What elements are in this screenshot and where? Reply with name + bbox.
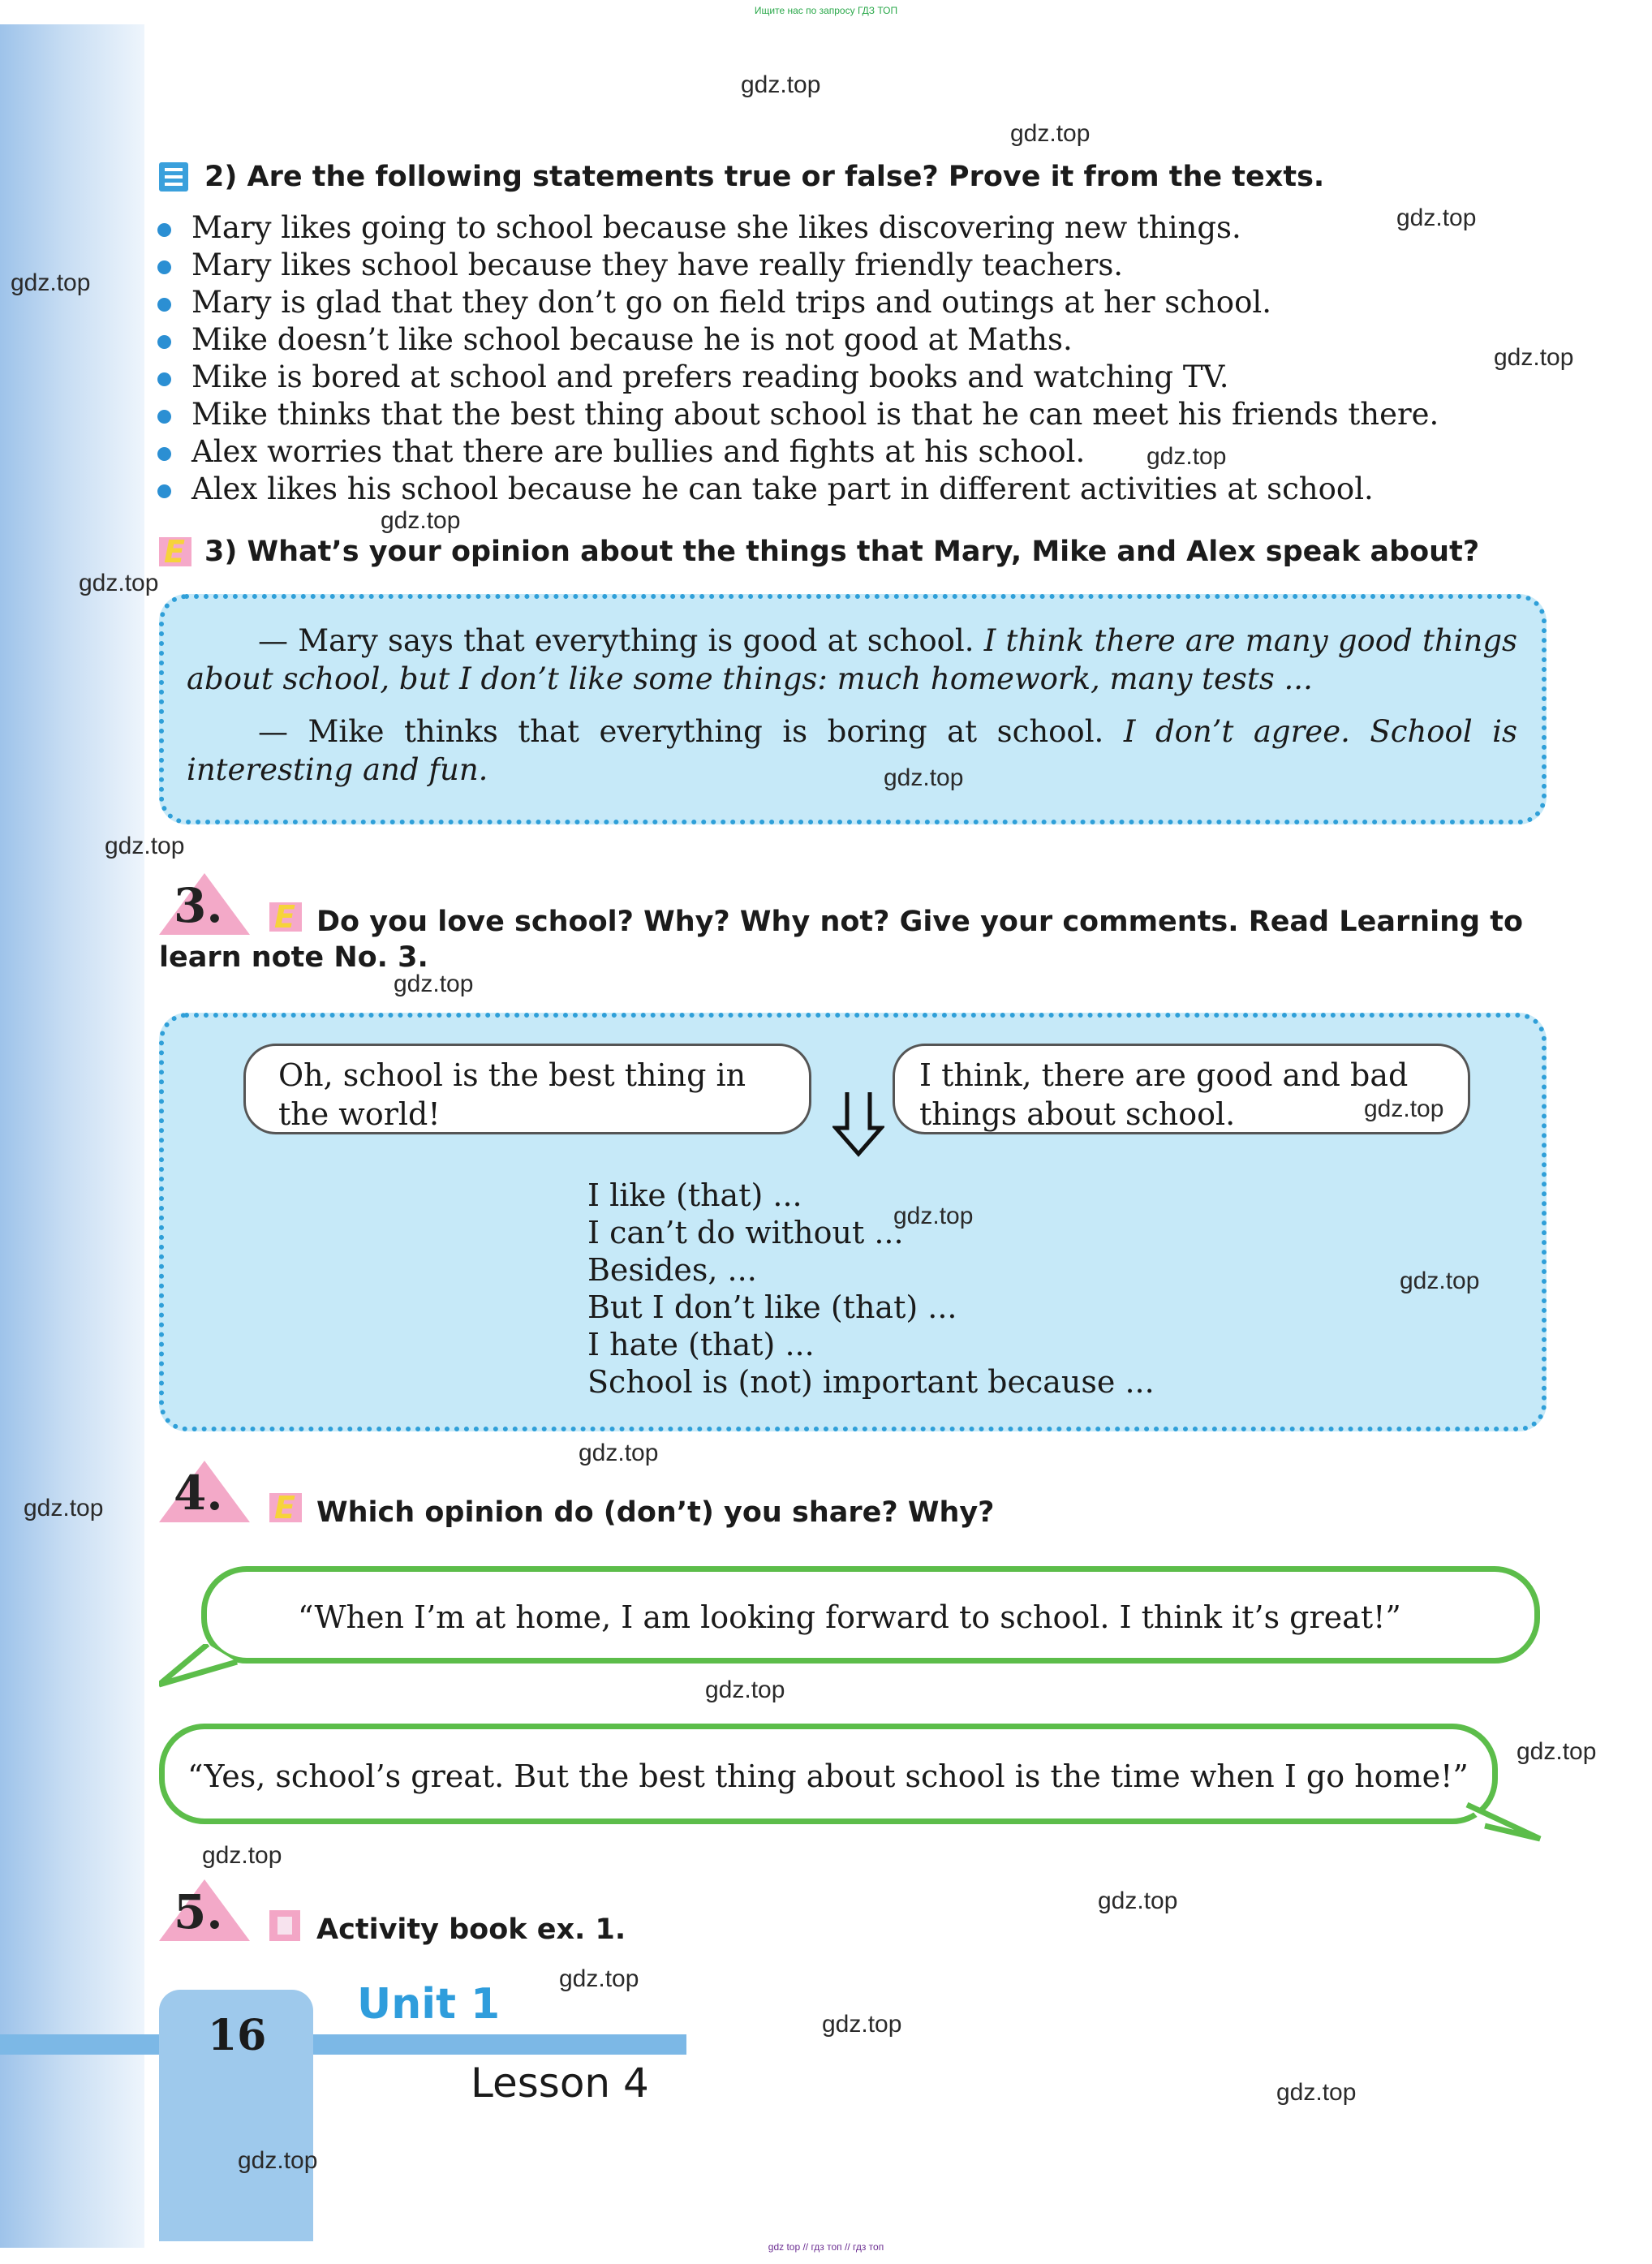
speech-bubble-left: Oh, school is the best thing in the world! [243, 1044, 811, 1134]
watermark: gdz.top [1147, 443, 1227, 470]
watermark: gdz.top [24, 1495, 104, 1522]
watermark: gdz.top [238, 2147, 318, 2174]
watermark: gdz.top [105, 833, 185, 859]
bubble-tail-icon [159, 1644, 240, 1693]
bullet-icon [157, 260, 171, 274]
watermark: gdz.top [1098, 1887, 1178, 1914]
watermark: gdz.top [381, 507, 461, 534]
task2-title: 2) Are the following statements true or false? Prove it from the texts. [204, 161, 1325, 193]
bullet-icon [157, 484, 171, 498]
watermark: gdz.top [79, 570, 159, 596]
e-icon: E [269, 902, 302, 932]
list-item: Mary likes going to school because she likes discovering new things. [156, 209, 1439, 247]
exercise-3-number: 3. [159, 873, 256, 935]
footer-note: gdz top // гдз топ // гдз топ [768, 2241, 884, 2253]
list-item: Mary is glad that they don’t go on field trips and outings at her school. [156, 284, 1439, 321]
phrase-5: I hate (that) ... [587, 1327, 815, 1362]
bullet-icon [157, 372, 171, 386]
watermark: gdz.top [822, 2011, 902, 2038]
opinion-example-1: — Mary says that everything is good at school. I think there are many good things about school, but I don’t like some things: much homework, many tests ... [187, 623, 1517, 696]
watermark: gdz.top [1400, 1268, 1480, 1294]
watermark: gdz.top [1364, 1095, 1444, 1122]
list-item: Mike is bored at school and prefers reading books and watching TV. [156, 359, 1439, 396]
list-icon [159, 162, 188, 192]
unit-label: Unit 1 [357, 1980, 501, 2029]
arrow-down-icon [832, 1092, 884, 1157]
watermark: gdz.top [1010, 120, 1091, 147]
list-item: Mary likes school because they have really friendly teachers. [156, 247, 1439, 284]
list-item: Alex likes his school because he can take part in different activities at school. [156, 471, 1439, 508]
e-icon: E [269, 1493, 302, 1522]
watermark: gdz.top [1494, 344, 1574, 371]
statements-list [156, 209, 1439, 508]
speech-bubble-right: I think, there are good and bad things about school. [893, 1044, 1470, 1134]
watermark: gdz.top [202, 1842, 282, 1869]
watermark: gdz.top [893, 1203, 974, 1229]
bullet-icon [157, 335, 171, 349]
list-item: Mike doesn’t like school because he is not good at Maths. [156, 321, 1439, 359]
e-icon: E [159, 537, 191, 566]
phrase-4: But I don’t like (that) ... [587, 1289, 957, 1325]
bullet-icon [157, 223, 171, 237]
quote-bubble-1: “When I’m at home, I am looking forward to school. I think it’s great!” [201, 1566, 1540, 1664]
watermark: gdz.top [1516, 1738, 1597, 1765]
header-note: Ищите нас по запросу ГДЗ ТОП [754, 5, 898, 16]
bullet-icon [157, 447, 171, 461]
watermark: gdz.top [579, 1440, 659, 1466]
exercise-5-title: Activity book ex. 1. [316, 1913, 626, 1946]
left-margin-band [0, 24, 144, 2248]
phrase-2: I can’t do without ... [587, 1215, 904, 1250]
bullet-icon [157, 410, 171, 424]
lesson-label: Lesson 4 [471, 2060, 649, 2107]
quote-bubble-2: “Yes, school’s great. But the best thing about school is the time when I go home!” [159, 1724, 1498, 1824]
list-item: Alex worries that there are bullies and fights at his school. [156, 433, 1439, 471]
unit-bar [0, 2034, 686, 2055]
watermark: gdz.top [11, 269, 91, 296]
watermark: gdz.top [884, 764, 964, 791]
watermark: gdz.top [1276, 2079, 1357, 2106]
exercise-5-number: 5. [159, 1879, 256, 1941]
phrase-6: School is (not) important because ... [587, 1364, 1155, 1400]
activity-book-icon [269, 1910, 300, 1941]
phrase-3: Besides, ... [587, 1252, 757, 1288]
watermark: gdz.top [559, 1965, 639, 1992]
watermark: gdz.top [741, 71, 821, 98]
list-item: Mike thinks that the best thing about school is that he can meet his friends there. [156, 396, 1439, 433]
exercise-3-title: Do you love school? Why? Why not? Give your comments. Read Learning to [316, 906, 1524, 938]
task3-sub-title: 3) What’s your opinion about the things that Mary, Mike and Alex speak about? [204, 536, 1480, 568]
phrase-1: I like (that) ... [587, 1177, 802, 1213]
exercise-3-title-cont: learn note No. 3. [159, 941, 428, 974]
exercise-4-number: 4. [159, 1461, 256, 1522]
watermark: gdz.top [1396, 204, 1477, 231]
bullet-icon [157, 298, 171, 312]
page-number: 16 [208, 2011, 267, 2060]
exercise-4-title: Which opinion do (don’t) you share? Why? [316, 1496, 995, 1529]
watermark: gdz.top [705, 1676, 785, 1703]
opinion-example-2: — Mike thinks that everything is boring at school. I don’t agree. School is interesting and fun. [187, 714, 1517, 787]
bubble-tail-icon [1461, 1793, 1545, 1850]
watermark: gdz.top [394, 971, 474, 997]
